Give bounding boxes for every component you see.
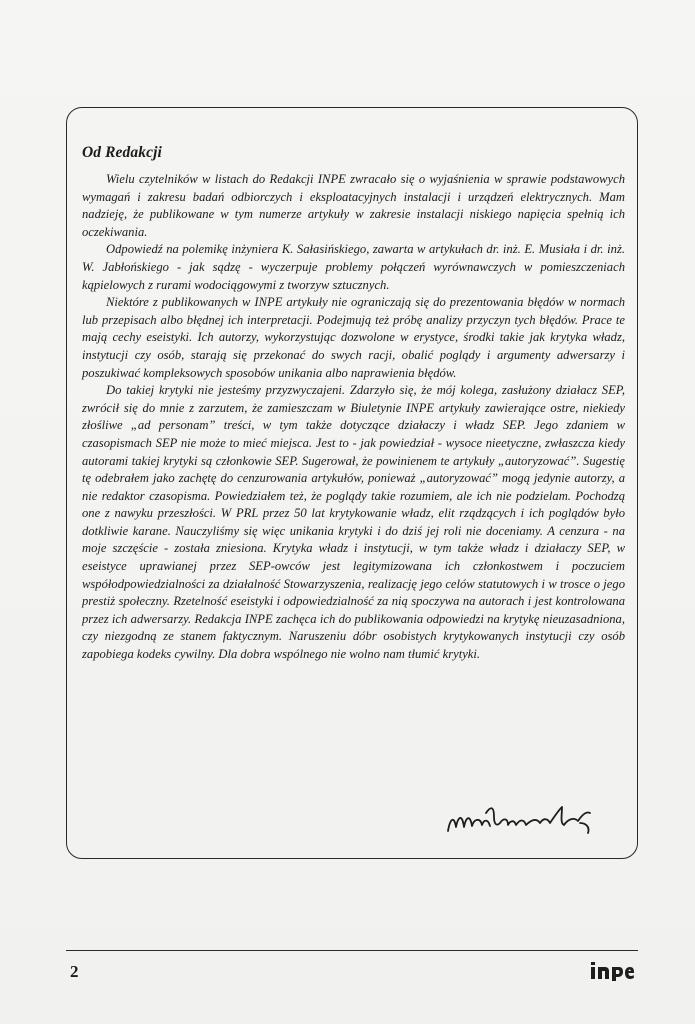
paragraph-2: Odpowiedź na polemikę inżyniera K. Sałasińskiego, zawarta w artykułach dr. inż. E. Musiała i dr. inż. W. Jabłońskiego - jak sądzę - wyczerpuje problemy połączeń wyrównawczych w pomieszczeniach kąpielowych z rurami wodociągowymi z tworzyw sztucznych. bbox=[82, 242, 625, 292]
paragraph-1: Wielu czytelników w listach do Redakcji INPE zwracało się o wyjaśnienia w sprawie podstawowych wymagań i zakresu badań odbiorczych i eksploatacyjnych instalacji i urządzeń elektrycznych. Mam nadzieję, że publikowane w tym numerze artykuły w zakresie instalacji niskiego napięcia spełnią ich oczekiwania. bbox=[82, 172, 625, 239]
signature-icon bbox=[440, 793, 610, 849]
paragraph-3: Niektóre z publikowanych w INPE artykuły nie ograniczają się do prezentowania błędów w normach lub przepisach albo błędnej ich interpretacji. Podejmują też próbę analizy przyczyn tych błędów. Prace te mają cechy eseistyki. Ich autorzy, wykorzystując dozwolone w erystyce, środki takie jak krytyka władz, instytucji czy osób, starają się przekonać do swych racji, obalić poglądy i argumenty adwersarzy i poszukiwać kompleksowych sposobów unikania albo naprawienia błędów. bbox=[82, 295, 625, 380]
editorial-heading: Od Redakcji bbox=[82, 144, 162, 161]
editorial-body bbox=[82, 171, 625, 664]
paragraph-4: Do takiej krytyki nie jesteśmy przyzwyczajeni. Zdarzyło się, że mój kolega, zasłużony działacz SEP, zwrócił się do mnie z zarzutem, że zamieszczam w Biuletynie INPE artykuły zawierające ostre, niekiedy złośliwe „ad personam” treści, w tym także dotyczące działaczy i władz SEP. Jego zdaniem w czasopismach SEP nie może to mieć miejsca. Jest to - jak powiedział - wysoce nieetyczne, zwłaszcza kiedy autorami takiej krytyki są członkowie SEP. Sugerował, że powinienem te artykuły „autoryzować”. Sugestię tę odebrałem jako zachętę do cenzurowania artykułów, ponieważ „autoryzować” mogą jedynie autorzy, a nie redaktor czasopisma. Powiedziałem też, że poglądy takie rozumiem, ale ich nie podzielam. Pochodzą one z nawyku przeszłości. W PRL przez 50 lat krytykowanie władz, elit rządzących i ich poglądów było dotkliwie karane. Nauczyliśmy się więc unikania krytyki i do dziś jej roli nie doceniamy. A cenzura - na moje szczęście - została zniesiona. Krytyka władz i instytucji, w tym także władz i działaczy SEP, w eseistyce uprawianej przez SEP-owców jest legitymizowana ich członkostwem i poczuciem współodpowiedzialności za działalność Stowarzyszenia, realizację jego celów statutowych i w trosce o jego prestiż społeczny. Rzetelność eseistyki i odpowiedzialność za nią spoczywa na autorach i jest kontrolowana przez ich adwersarzy. Redakcja INPE zachęca ich do publikowania odpowiedzi na krytykę nieuzasadniona, czy niezgodną ze stanem faktycznym. Naruszeniu dóbr osobistych krytykowanych instytucji czy osób zapobiega kodeks cywilny. Dla dobra wspólnego nie wolno nam tłumić krytyki. bbox=[82, 383, 625, 662]
page-number: 2 bbox=[70, 962, 79, 981]
inpe-logo-icon bbox=[590, 961, 634, 981]
footer-rule bbox=[66, 950, 638, 951]
